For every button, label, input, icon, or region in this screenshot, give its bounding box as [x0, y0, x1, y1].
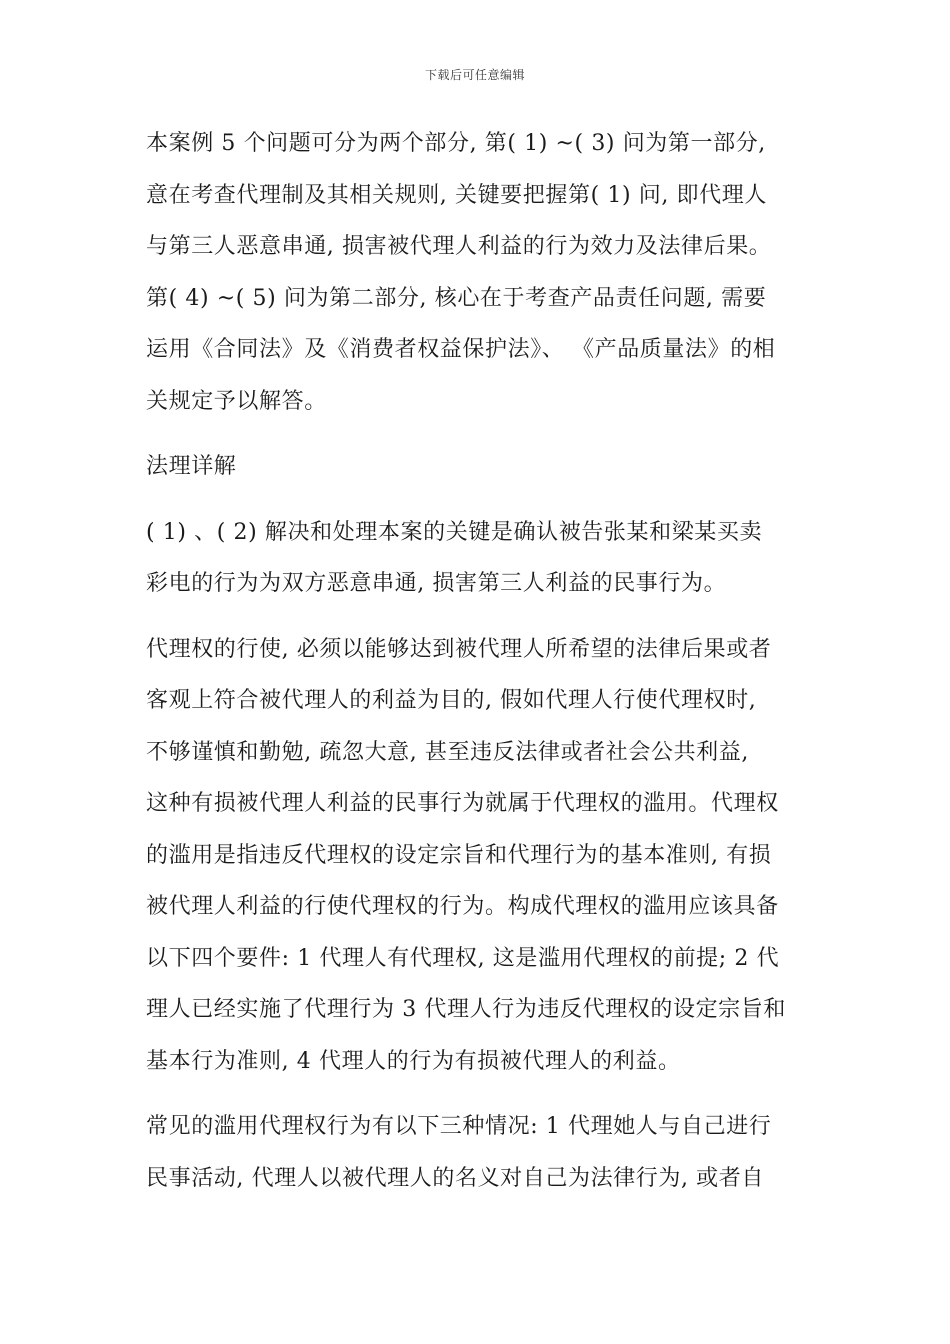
text-line: 运用《合同法》及《消费者权益保护法》、 《产品质量法》的相: [146, 337, 776, 362]
text-line: 代理权的行使, 必须以能够达到被代理人所希望的法律后果或者: [146, 636, 772, 662]
text-line: 理人已经实施了代理行为 3 代理人行为违反代理权的设定宗旨和: [146, 997, 786, 1022]
paragraph-answer-1-2: [146, 507, 811, 610]
text-line: 不够谨慎和勤勉, 疏忽大意, 甚至违反法律或者社会公共利益,: [146, 739, 749, 765]
text-line: 客观上符合被代理人的利益为目的, 假如代理人行使代理权时,: [146, 688, 757, 713]
text-line: ( 1) 、( 2) 解决和处理本案的关键是确认被告张某和梁某买卖: [146, 519, 763, 545]
text-line: 这种有损被代理人利益的民事行为就属于代理权的滥用。代理权: [146, 791, 779, 816]
text-line: 关规定予以解答。: [146, 388, 327, 414]
text-line: 第( 4) ~( 5) 问为第二部分, 核心在于考查产品责任问题, 需要: [146, 285, 767, 311]
text-line: 与第三人恶意串通, 损害被代理人利益的行为效力及法律后果。: [146, 234, 772, 259]
text-line: 本案例 5 个问题可分为两个部分, 第( 1) ~( 3) 问为第一部分,: [146, 131, 766, 156]
text-line: 被代理人利益的行使代理权的行为。构成代理权的滥用应该具备: [146, 894, 779, 919]
page-header: 下载后可任意编辑: [424, 68, 525, 82]
text-line: 彩电的行为为双方恶意串通, 损害第三人利益的民事行为。: [146, 571, 727, 596]
text-line: 常见的滥用代理权行为有以下三种情况: 1 代理她人与自己进行: [146, 1114, 772, 1139]
text-line: 的滥用是指违反代理权的设定宗旨和代理行为的基本准则, 有损: [146, 842, 772, 868]
section-heading: [146, 441, 811, 493]
text-line: 民事活动, 代理人以被代理人的名义对自己为法律行为, 或者自: [146, 1165, 764, 1191]
document-body: [146, 118, 811, 1204]
paragraph-intro: [146, 118, 811, 427]
text-line: 法理详解: [146, 454, 237, 479]
text-line: 基本行为准则, 4 代理人的行为有损被代理人的利益。: [146, 1048, 681, 1074]
text-line: 以下四个要件: 1 代理人有代理权, 这是滥用代理权的前提; 2 代: [146, 945, 780, 971]
paragraph-agency-abuse: [146, 624, 811, 1088]
text-line: 意在考查代理制及其相关规则, 关键要把握第( 1) 问, 即代理人: [146, 182, 767, 208]
paragraph-common-cases: [146, 1101, 811, 1204]
